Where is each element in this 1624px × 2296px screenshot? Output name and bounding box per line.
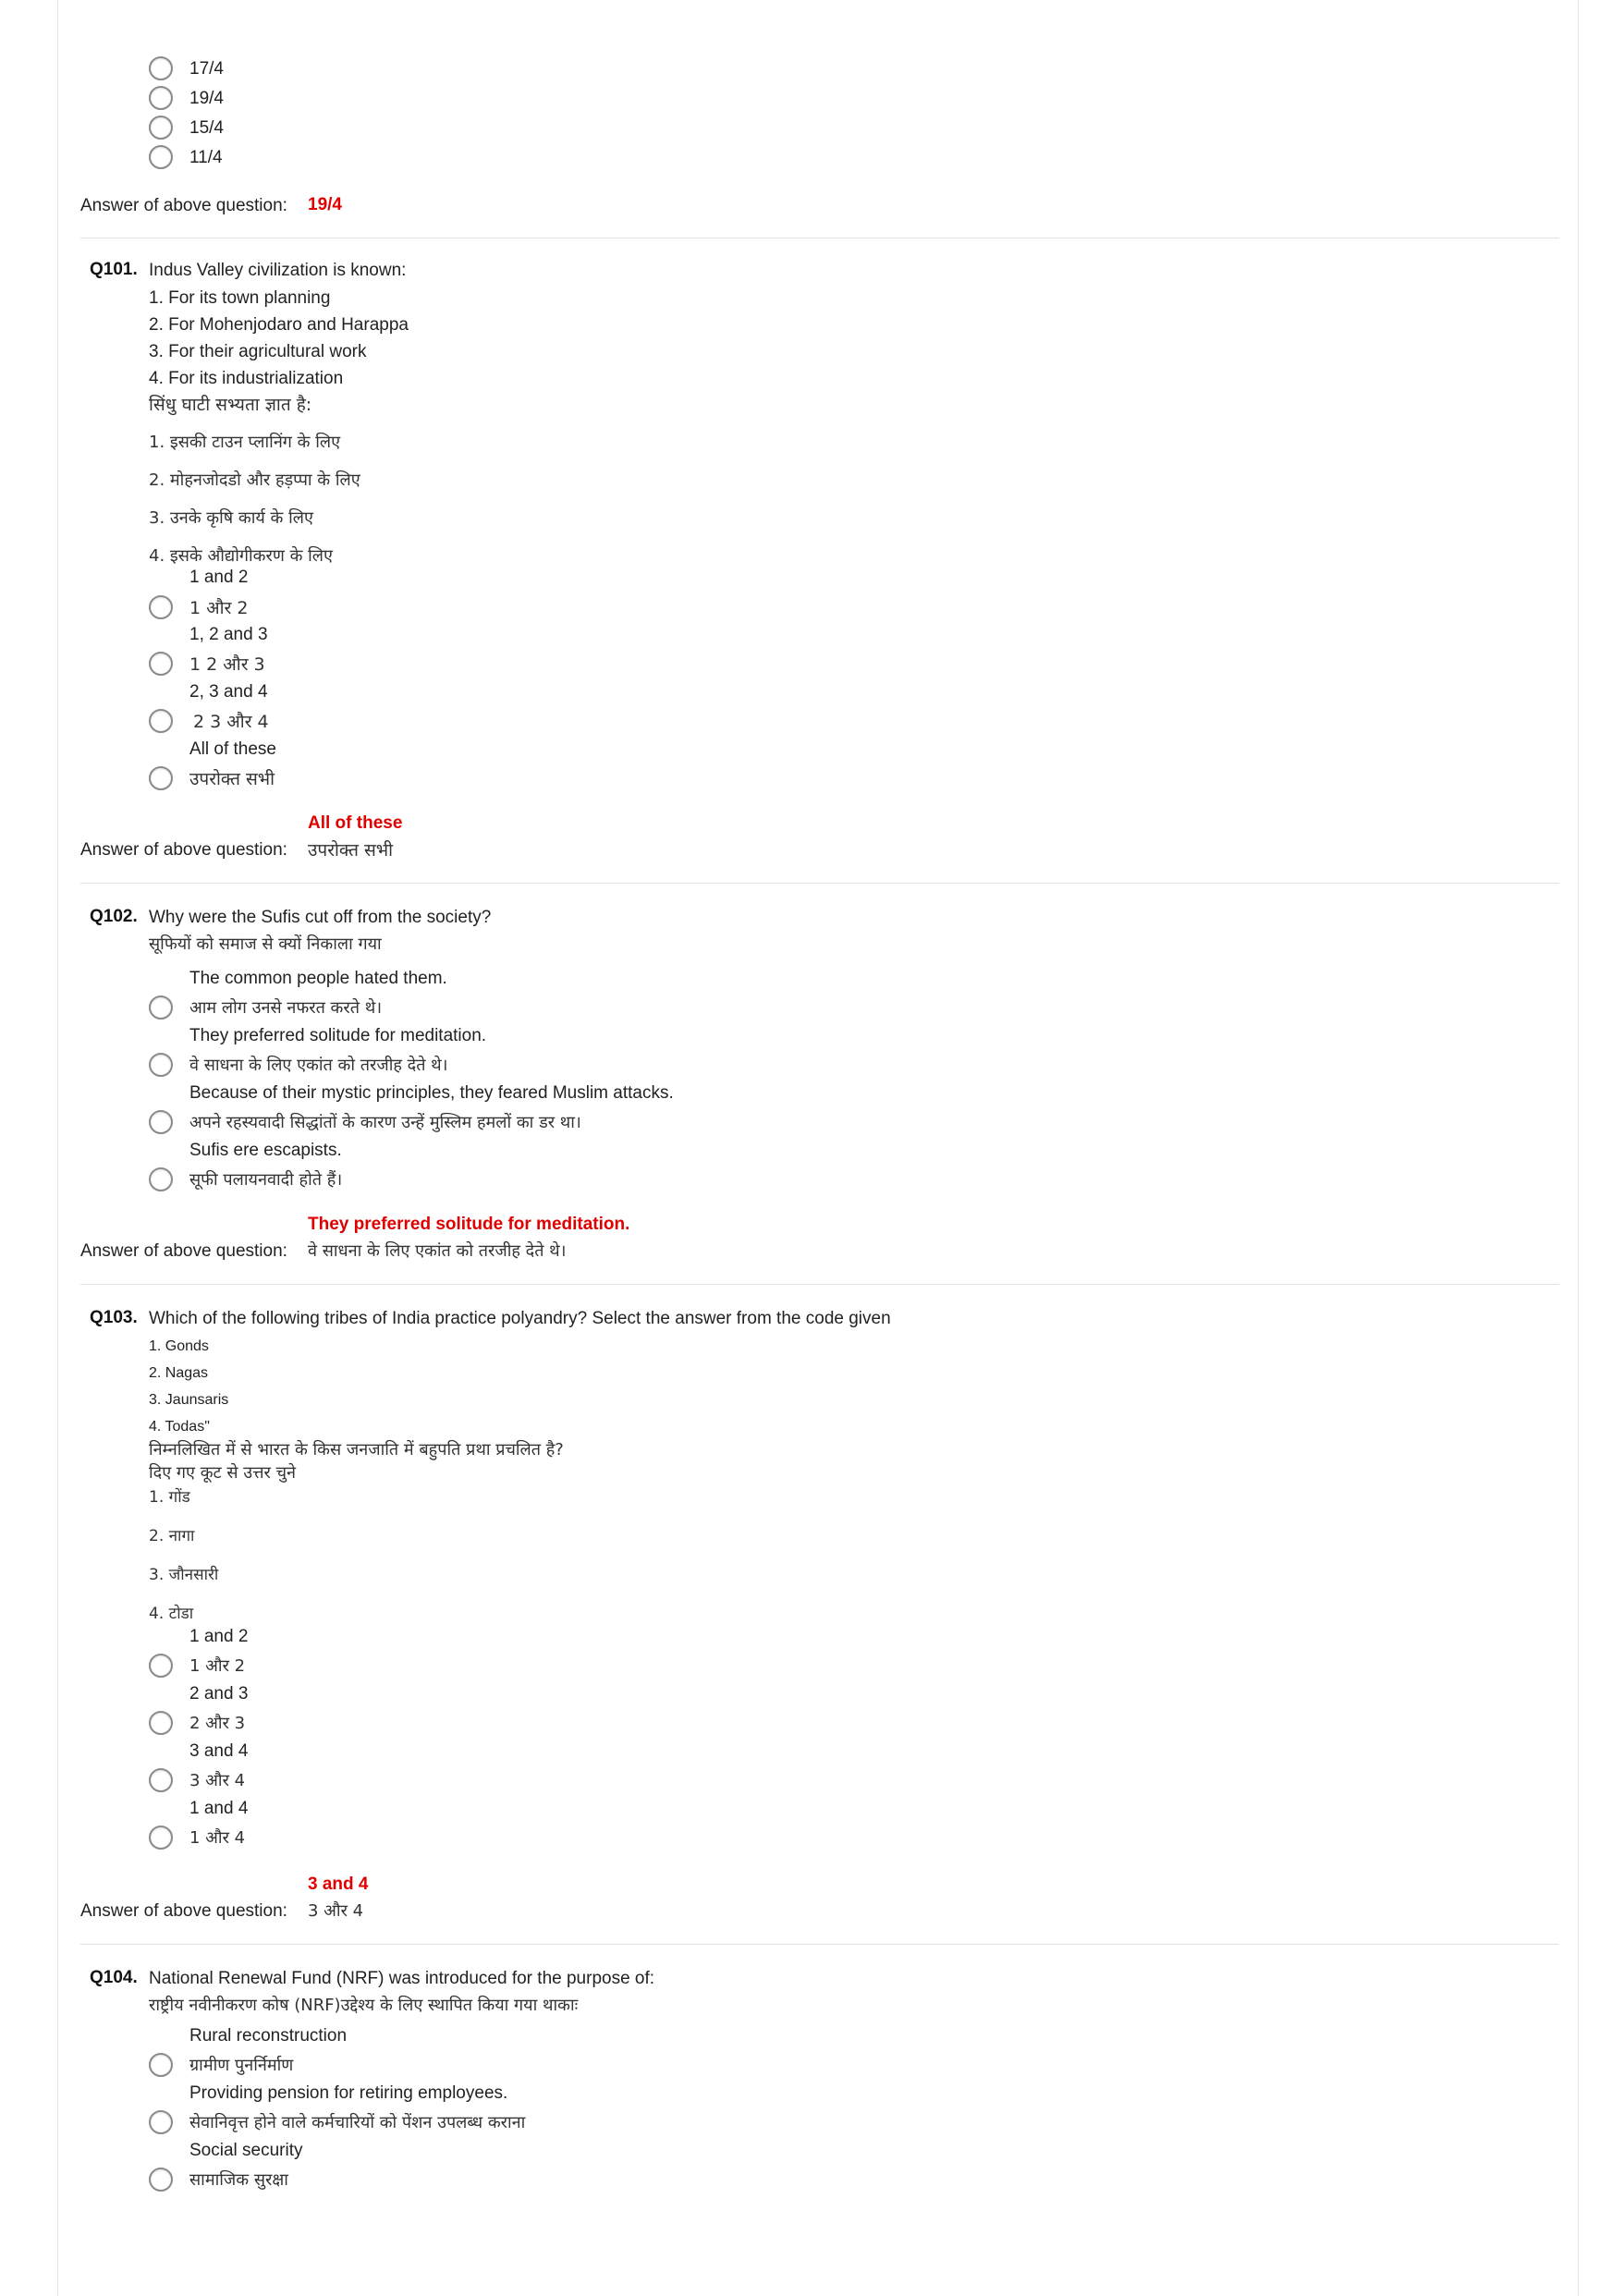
option-radio[interactable]	[149, 995, 173, 1020]
option-text: Social security	[189, 2141, 303, 2160]
option-text: All of these	[189, 739, 276, 759]
option-text-hindi: 3 और 4	[189, 1771, 246, 1790]
option-radio[interactable]	[149, 116, 173, 140]
statement-item-hindi: 1. गोंड	[149, 1488, 190, 1507]
option-text: 1 and 4	[189, 1799, 249, 1818]
option-text: 17/4	[189, 59, 224, 79]
statement-item-hindi: 2. नागा	[149, 1527, 195, 1545]
question-number: Q101.	[90, 260, 138, 279]
statement-item-hindi: 3. उनके कृषि कार्य के लिए	[149, 508, 313, 528]
option-radio[interactable]	[149, 2110, 173, 2134]
option-text-hindi: 2 और 3	[189, 1714, 246, 1733]
option-radio[interactable]	[149, 1110, 173, 1134]
option-radio[interactable]	[149, 1826, 173, 1850]
option-text-hindi: 1 और 2	[189, 1656, 246, 1676]
question-text: Why were the Sufis cut off from the society?	[149, 908, 492, 927]
option-radio[interactable]	[149, 1053, 173, 1077]
question-text: Which of the following tribes of India practice polyandry? Select the answer from the code given	[149, 1309, 891, 1328]
statement-item: 4. Todas"	[149, 1419, 210, 1435]
question-text-hindi: सूफियों को समाज से क्यों निकाला गया	[149, 934, 382, 954]
option-text-hindi: सेवानिवृत्त होने वाले कर्मचारियों को पेंशन उपलब्ध कराना	[189, 2113, 526, 2132]
option-radio[interactable]	[149, 145, 173, 169]
option-text: 2, 3 and 4	[189, 682, 268, 702]
statement-item: 1. Gonds	[149, 1338, 209, 1354]
option-text-hindi: 2 3 और 4	[193, 712, 269, 732]
separator	[80, 1944, 1559, 1945]
answer-label: Answer of above question:	[80, 1241, 287, 1261]
option-radio[interactable]	[149, 652, 173, 676]
option-text: 1, 2 and 3	[189, 625, 268, 644]
question-text: National Renewal Fund (NRF) was introduced for the purpose of:	[149, 1969, 655, 1988]
option-radio[interactable]	[149, 766, 173, 790]
option-radio[interactable]	[149, 1654, 173, 1678]
option-text-hindi: 1 2 और 3	[189, 654, 265, 675]
question-text-hindi: दिए गए कूट से उत्तर चुने	[149, 1463, 297, 1483]
question-number: Q103.	[90, 1308, 138, 1327]
answer-value: 19/4	[308, 195, 342, 214]
option-text-hindi: आम लोग उनसे नफरत करते थे।	[189, 998, 383, 1018]
option-radio[interactable]	[149, 709, 173, 733]
statement-item-hindi: 4. इसके औद्योगीकरण के लिए	[149, 546, 333, 566]
correct-answer: All of these	[308, 813, 403, 833]
option-text: Sufis ere escapists.	[189, 1141, 342, 1160]
statement-item: 4. For its industrialization	[149, 369, 344, 388]
answer-label: Answer of above question:	[80, 840, 287, 860]
option-text: 2 and 3	[189, 1684, 249, 1704]
option-text: 1 and 2	[189, 1627, 249, 1646]
answer-label: Answer of above question:	[80, 1901, 287, 1921]
separator	[80, 883, 1559, 884]
option-text: Rural reconstruction	[189, 2026, 348, 2046]
option-radio[interactable]	[149, 1167, 173, 1191]
statement-item: 2. Nagas	[149, 1365, 209, 1381]
option-text-hindi: सूफी पलायनवादी होते हैं।	[189, 1170, 343, 1190]
question-text-hindi: राष्ट्रीय नवीनीकरण कोष (NRF)उद्देश्य के लिए स्थापित किया गया थाकाः	[149, 1996, 579, 2015]
option-radio[interactable]	[149, 86, 173, 110]
option-radio[interactable]	[149, 595, 173, 619]
separator	[80, 1284, 1559, 1285]
option-text: The common people hated them.	[189, 969, 447, 988]
option-text-hindi: 1 और 2	[189, 598, 249, 618]
option-radio[interactable]	[149, 2168, 173, 2192]
option-text: Because of their mystic principles, they feared Muslim attacks.	[189, 1083, 674, 1103]
question-text: Indus Valley civilization is known:	[149, 261, 407, 280]
option-text: 1 and 2	[189, 568, 249, 587]
option-text: 15/4	[189, 118, 224, 138]
option-text: 11/4	[189, 148, 223, 167]
answer-value-hindi: 3 और 4	[308, 1901, 364, 1921]
statement-item: 3. Jaunsaris	[149, 1392, 229, 1408]
statement-item: 2. For Mohenjodaro and Harappa	[149, 315, 409, 335]
option-text-hindi: उपरोक्त सभी	[189, 769, 275, 789]
statement-item: 1. For its town planning	[149, 288, 331, 308]
answer-value-hindi: उपरोक्त सभी	[308, 840, 394, 861]
option-text-hindi: 1 और 4	[189, 1828, 246, 1848]
answer-value-hindi: वे साधना के लिए एकांत को तरजीह देते थे।	[308, 1241, 567, 1261]
statement-item-hindi: 1. इसकी टाउन प्लानिंग के लिए	[149, 433, 341, 452]
option-radio[interactable]	[149, 2053, 173, 2077]
correct-answer: 3 and 4	[308, 1875, 369, 1894]
statement-item-hindi: 3. जौनसारी	[149, 1566, 219, 1584]
option-radio[interactable]	[149, 56, 173, 80]
option-text: Providing pension for retiring employees.	[189, 2083, 508, 2103]
statement-item: 3. For their agricultural work	[149, 342, 367, 361]
option-text-hindi: वे साधना के लिए एकांत को तरजीह देते थे।	[189, 1056, 448, 1075]
statement-item-hindi: 4. टोडा	[149, 1605, 194, 1623]
question-number: Q102.	[90, 907, 138, 926]
option-text-hindi: सामाजिक सुरक्षा	[189, 2170, 288, 2190]
option-radio[interactable]	[149, 1711, 173, 1735]
page	[57, 0, 1579, 2296]
correct-answer: They preferred solitude for meditation.	[308, 1215, 630, 1234]
question-text-hindi: सिंधु घाटी सभ्यता ज्ञात है:	[149, 395, 312, 415]
answer-label: Answer of above question:	[80, 196, 287, 215]
statement-item-hindi: 2. मोहनजोदडो और हड़प्पा के लिए	[149, 470, 360, 490]
option-text-hindi: अपने रहस्यवादी सिद्धांतों के कारण उन्हें मुस्लिम हमलों का डर था।	[189, 1113, 581, 1132]
option-radio[interactable]	[149, 1768, 173, 1792]
question-text-hindi: निम्नलिखित में से भारत के किस जनजाति में बहुपति प्रथा प्रचलित है?	[149, 1440, 564, 1459]
option-text: 19/4	[189, 89, 224, 108]
option-text: They preferred solitude for meditation.	[189, 1026, 487, 1045]
question-number: Q104.	[90, 1968, 138, 1987]
option-text: 3 and 4	[189, 1741, 249, 1761]
option-text-hindi: ग्रामीण पुनर्निर्माण	[189, 2056, 294, 2075]
